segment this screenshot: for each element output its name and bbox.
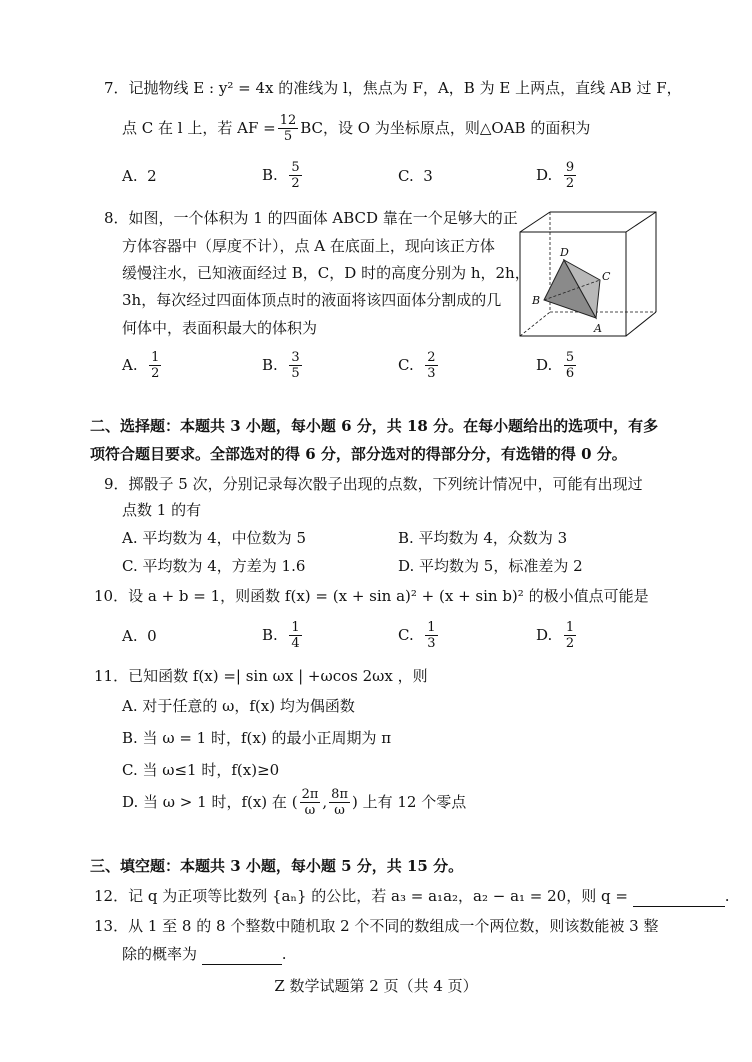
q7-option-c[interactable]: C. 3 [398,167,433,185]
q8-option-d[interactable]: D. $\frac{5}{6}$ [536,349,575,381]
q7-option-b[interactable]: B. $\frac{5}{2}$ [262,159,300,191]
tetrahedron-in-cube-figure [518,208,660,340]
page-footer: Z 数学试题第 2 页（共 4 页） [274,977,478,995]
q9-option-b[interactable]: B. 平均数为 4，众数为 3 [398,529,568,547]
q7-fraction: $\frac{12}{5}$ [279,112,297,144]
q10-option-c[interactable]: C. $\frac{1}{3}$ [398,619,436,651]
q11-line1: 11．已知函数 f(x) =| sin ωx | +ωcos 2ωx ，则 [94,667,428,685]
q7-option-d[interactable]: D. $\frac{9}{2}$ [536,159,575,191]
q11-option-a[interactable]: A. 对于任意的 ω，f(x) 均为偶函数 [122,697,355,715]
q11-option-c[interactable]: C. 当 ω≤1 时，f(x)≥0 [122,761,280,779]
q8-line3: 缓慢注水，已知液面经过 B，C，D 时的高度分别为 h，2h， [122,264,530,282]
q7-line2-pre: 点 C 在 l 上，若 AF = [122,119,276,137]
q13-answer-blank[interactable] [202,944,282,965]
q9-option-c[interactable]: C. 平均数为 4，方差为 1.6 [122,557,306,575]
q12-line1: 12．记 q 为正项等比数列 {aₙ} 的公比，若 a₃ = a₁a₂，a₂ − a₁ = 20，则 q = . [94,887,730,905]
q7-line2-post: BC，设 O 为坐标原点，则△OAB 的面积为 [300,119,591,137]
q11-option-d[interactable]: D. 当 ω > 1 时，f(x) 在 ( $\frac{2\pi}{\omega}$ , $\frac{8\pi}{\omega}$ ) 上有 12 个零点 [122,786,467,818]
q13-line1: 13．从 1 至 8 的 8 个整数中随机取 2 个不同的数组成一个两位数，则该数能被 3 整 [94,917,659,935]
vertex-d-label: D [560,246,569,259]
q10-option-b[interactable]: B. $\frac{1}{4}$ [262,619,300,651]
q8-line4: 3h，每次经过四面体顶点时的液面将该四面体分割成的几 [122,291,502,309]
q8-option-c[interactable]: C. $\frac{2}{3}$ [398,349,436,381]
q11-option-b[interactable]: B. 当 ω = 1 时，f(x) 的最小正周期为 π [122,729,392,747]
q7-option-a[interactable]: A. 2 [122,167,157,185]
q9-option-d[interactable]: D. 平均数为 5，标准差为 2 [398,557,583,575]
q7-line1: 7．记抛物线 E : y² = 4x 的准线为 l，焦点为 F，A，B 为 E 上两点，直线 AB 过 F， [104,79,682,97]
q10-option-d[interactable]: D. $\frac{1}{2}$ [536,619,575,651]
vertex-b-label: B [532,294,541,307]
section3-heading: 三、填空题：本题共 3 小题，每小题 5 分，共 15 分。 [90,857,464,875]
q13-line2: 除的概率为 . [122,945,287,963]
q8-line1: 8．如图，一个体积为 1 的四面体 ABCD 靠在一个足够大的正 [104,209,518,227]
section2-heading-line1: 二、选择题：本题共 3 小题，每小题 6 分，共 18 分。在每小题给出的选项中，有多 [90,417,659,435]
q12-answer-blank[interactable] [633,886,725,907]
q8-line5: 何体中，表面积最大的体积为 [122,319,318,337]
q8-option-a[interactable]: A. $\frac{1}{2}$ [122,349,160,381]
q8-option-b[interactable]: B. $\frac{3}{5}$ [262,349,300,381]
q9-line2: 点数 1 的有 [122,501,202,519]
q9-option-a[interactable]: A. 平均数为 4，中位数为 5 [122,529,306,547]
q8-line2: 方体容器中（厚度不计），点 A 在底面上，现向该正方体 [122,237,495,255]
q7-line2 [122,112,591,144]
vertex-c-label: C [602,270,611,283]
q10-option-a[interactable]: A. 0 [122,627,157,645]
section2-heading-line2: 项符合题目要求。全部选对的得 6 分，部分选对的得部分分，有选错的得 0 分。 [90,445,627,463]
q10-line1: 10．设 a + b = 1，则函数 f(x) = (x + sin a)² + (x + sin b)² 的极小值点可能是 [94,587,649,605]
vertex-a-label: A [594,322,602,335]
q9-line1: 9．掷骰子 5 次，分别记录每次骰子出现的点数，下列统计情况中，可能有出现过 [104,475,643,493]
